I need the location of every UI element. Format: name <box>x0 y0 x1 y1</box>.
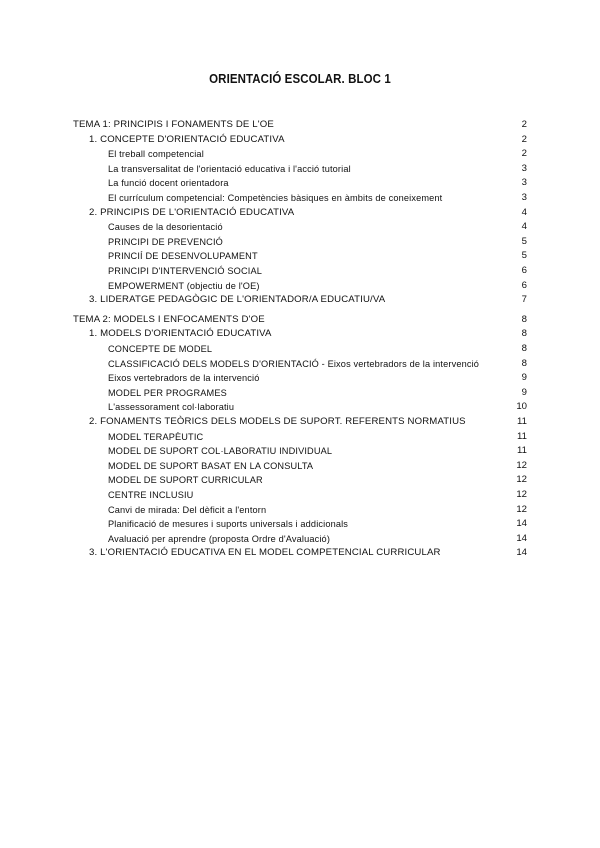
toc-entry-page: 3 <box>521 192 527 203</box>
toc-entry[interactable] <box>0 147 600 161</box>
toc-entry-text: MODEL DE SUPORT BASAT EN LA CONSULTA <box>108 460 314 471</box>
toc-entry-page: 4 <box>521 206 527 218</box>
toc-entry[interactable] <box>0 503 600 517</box>
toc-entry-page: 5 <box>521 235 527 247</box>
toc-entry-text: 2. FONAMENTS TEÒRICS DELS MODELS DE SUPORT. REFERENTS NORMATIUS <box>89 416 466 427</box>
toc-entry[interactable] <box>0 517 600 531</box>
toc-entry-page: 12 <box>516 474 527 486</box>
toc-entry[interactable] <box>0 133 600 147</box>
toc-entry[interactable] <box>0 459 600 473</box>
toc-entry-text: 1. CONCEPTE D'ORIENTACIÓ EDUCATIVA <box>89 133 285 145</box>
toc-entry-text: 2. PRINCIPIS DE L'ORIENTACIÓ EDUCATIVA <box>89 206 295 218</box>
toc-entry-page: 10 <box>516 401 527 413</box>
toc-entry-text: 1. MODELS D'ORIENTACIÓ EDUCATIVA <box>89 328 272 340</box>
toc-entry[interactable] <box>0 220 600 234</box>
toc-entry-text: 3. L'ORIENTACIÓ EDUCATIVA EN EL MODEL COMPETENCIAL CURRICULAR <box>89 547 441 559</box>
toc-entry-page: 2 <box>521 148 527 160</box>
toc-entry[interactable] <box>0 162 600 176</box>
toc-entry-text: MODEL PER PROGRAMES <box>108 387 227 398</box>
toc-entry[interactable] <box>0 415 600 429</box>
toc-entry-page: 11 <box>517 430 527 442</box>
toc-entry[interactable] <box>0 293 600 307</box>
toc-entry-page: 12 <box>516 459 527 471</box>
toc-entry-text: PRINCIPI DE PREVENCIÓ <box>108 236 223 247</box>
toc-entry[interactable] <box>0 342 600 356</box>
toc-entry-page: 14 <box>516 547 527 559</box>
toc-entry-page: 5 <box>521 250 527 262</box>
toc-entry[interactable] <box>0 313 600 327</box>
toc-entry-page: 6 <box>521 279 527 291</box>
toc-entry-text: El currículum competencial: Competències bàsiques en àmbits de coneixement <box>108 193 443 203</box>
toc-entry-page: 12 <box>516 503 527 515</box>
toc-entry-page: 11 <box>517 445 527 457</box>
toc-entry-page: 12 <box>516 489 527 500</box>
toc-entry-text: Eixos vertebradors de la intervenció <box>108 373 260 384</box>
toc-entry[interactable] <box>0 176 600 190</box>
toc-entry-text: CONCEPTE DE MODEL <box>108 344 213 354</box>
toc-entry-page: 8 <box>521 328 527 340</box>
toc-entry[interactable] <box>0 235 600 249</box>
toc-entry-text: Avaluació per aprendre (proposta Ordre d'Avaluació) <box>108 533 331 544</box>
toc-entry-page: 7 <box>521 294 527 306</box>
toc-entry-text: TEMA 1: PRINCIPIS I FONAMENTS DE L'OE <box>73 119 274 130</box>
toc-entry-text: EMPOWERMENT (objectiu de l'OE) <box>108 280 260 291</box>
toc-entry[interactable] <box>0 532 600 546</box>
toc-entry-page: 3 <box>521 177 527 189</box>
toc-entry[interactable] <box>0 386 600 400</box>
toc-entry-text: Canvi de mirada: Del dèficit a l'entorn <box>108 504 267 515</box>
toc-entry[interactable] <box>0 264 600 278</box>
toc-entry-page: 8 <box>521 343 527 354</box>
toc-entry[interactable] <box>0 357 600 371</box>
toc-entry[interactable] <box>0 400 600 414</box>
toc-entry-text: 3. LIDERATGE PEDAGÒGIC DE L'ORIENTADOR/A EDUCATIU/VA <box>89 294 386 306</box>
toc-entry-text: MODEL DE SUPORT COL·LABORATIU INDIVIDUAL <box>108 446 333 457</box>
toc-entry-text: TEMA 2: MODELS I ENFOCAMENTS D'OE <box>73 313 265 325</box>
toc-entry-page: 9 <box>521 372 527 384</box>
toc-entry-page: 9 <box>521 386 527 398</box>
toc-entry[interactable] <box>0 249 600 263</box>
toc-entry-text: PRINCIPI D'INTERVENCIÓ SOCIAL <box>108 266 262 276</box>
toc-entry-text: La transversalitat de l'orientació educativa i l'acció tutorial <box>108 163 351 174</box>
toc-entry[interactable] <box>0 206 600 220</box>
toc-entry[interactable] <box>0 488 600 502</box>
toc-entry[interactable] <box>0 371 600 385</box>
toc-entry-page: 6 <box>521 265 527 276</box>
document-title: ORIENTACIÓ ESCOLAR. BLOC 1 <box>209 72 391 86</box>
toc-entry-page: 11 <box>517 416 527 427</box>
toc-entry[interactable] <box>0 430 600 444</box>
toc-entry-page: 4 <box>521 221 527 233</box>
toc-entry-page: 8 <box>521 357 527 369</box>
toc-entry-text: PRINCIÍ DE DESENVOLUPAMENT <box>108 251 258 262</box>
toc-entry[interactable] <box>0 279 600 293</box>
toc-entry[interactable] <box>0 444 600 458</box>
toc-entry-text: MODEL DE SUPORT CURRICULAR <box>108 475 263 486</box>
toc-entry[interactable] <box>0 327 600 341</box>
toc-entry-text: El treball competencial <box>108 149 204 160</box>
toc-entry-text: CLASSIFICACIÓ DELS MODELS D'ORIENTACIÓ - Eixos vertebradors de la intervenció <box>108 358 480 369</box>
toc-entry-page: 14 <box>516 532 527 544</box>
toc-entry[interactable] <box>0 473 600 487</box>
toc-entry-page: 2 <box>521 133 527 145</box>
toc-entry-page: 8 <box>521 313 527 325</box>
toc-entry-page: 2 <box>521 119 527 130</box>
toc-entry[interactable] <box>0 546 600 560</box>
toc-entry-text: La funció docent orientadora <box>108 178 229 189</box>
toc-entry-text: Causes de la desorientació <box>108 222 223 233</box>
toc-entry[interactable] <box>0 118 600 132</box>
toc-entry-text: L'assessorament col·laboratiu <box>108 402 235 413</box>
toc-entry-text: CENTRE INCLUSIU <box>108 490 194 500</box>
toc-entry-page: 14 <box>516 518 527 530</box>
toc-entry-page: 3 <box>521 162 527 174</box>
toc-entry[interactable] <box>0 191 600 205</box>
toc-entry-text: Planificació de mesures i suports universals i addicionals <box>108 519 349 530</box>
toc-entry-text: MODEL TERAPÈUTIC <box>108 431 204 442</box>
